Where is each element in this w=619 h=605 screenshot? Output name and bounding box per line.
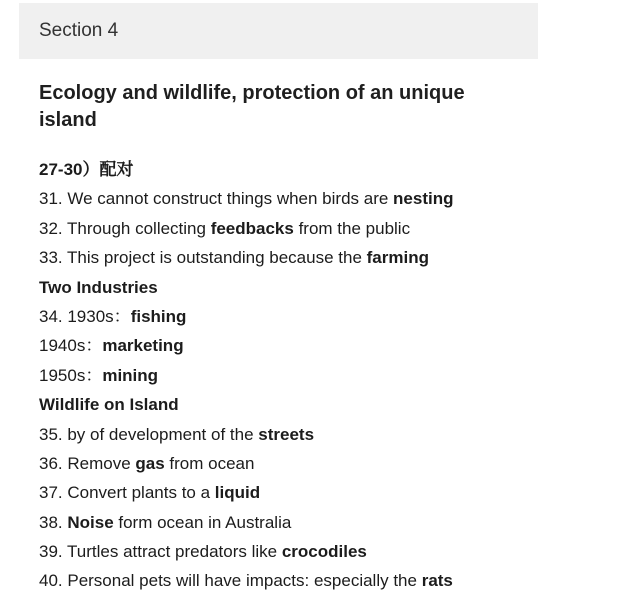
answer-keyword: nesting (393, 189, 454, 209)
answer-list (39, 155, 579, 596)
subheading-two-industries: Two Industries (39, 277, 158, 297)
section-header (19, 3, 538, 59)
answer-line-1950s: 1950s：mining (39, 365, 159, 385)
answer-line-40: 40. Personal pets will have impacts: especially the rats (39, 571, 453, 591)
answer-line-32: 32. Through collecting feedbacks from the public (39, 218, 411, 238)
answer-line-36: 36. Remove gas from ocean (39, 453, 255, 473)
subheading-matching: 27-30）配对 (39, 160, 134, 179)
answer-keyword: liquid (214, 483, 261, 503)
answer-line-1940s: 1940s：marketing (39, 336, 184, 356)
answer-line-33: 33. This project is outstanding because the farming (39, 248, 429, 268)
answer-keyword: rats (421, 571, 453, 591)
answer-keyword: Noise (67, 512, 114, 532)
answer-line-35: 35. by of development of the streets (39, 424, 315, 444)
answer-line-39: 39. Turtles attract predators like crocodiles (39, 542, 367, 562)
answer-keyword: streets (258, 424, 315, 444)
answer-line-31: 31. We cannot construct things when birds are nesting (39, 189, 454, 209)
answer-line-38: 38. Noise form ocean in Australia (39, 512, 292, 532)
answer-line-37: 37. Convert plants to a liquid (39, 483, 261, 503)
answer-keyword: feedbacks (210, 218, 294, 238)
page-title: Ecology and wildlife, protection of an unique island (39, 82, 465, 131)
answer-line-34: 34. 1930s：fishing (39, 306, 187, 326)
answer-keyword: fishing (130, 306, 187, 326)
answer-keyword: crocodiles (281, 542, 367, 562)
answer-keyword: farming (366, 248, 429, 268)
answer-keyword: gas (135, 453, 165, 473)
section-label: Section 4 (39, 20, 119, 41)
answer-keyword: mining (102, 365, 159, 385)
answer-keyword: marketing (102, 336, 184, 356)
subheading-wildlife: Wildlife on Island (39, 395, 179, 415)
